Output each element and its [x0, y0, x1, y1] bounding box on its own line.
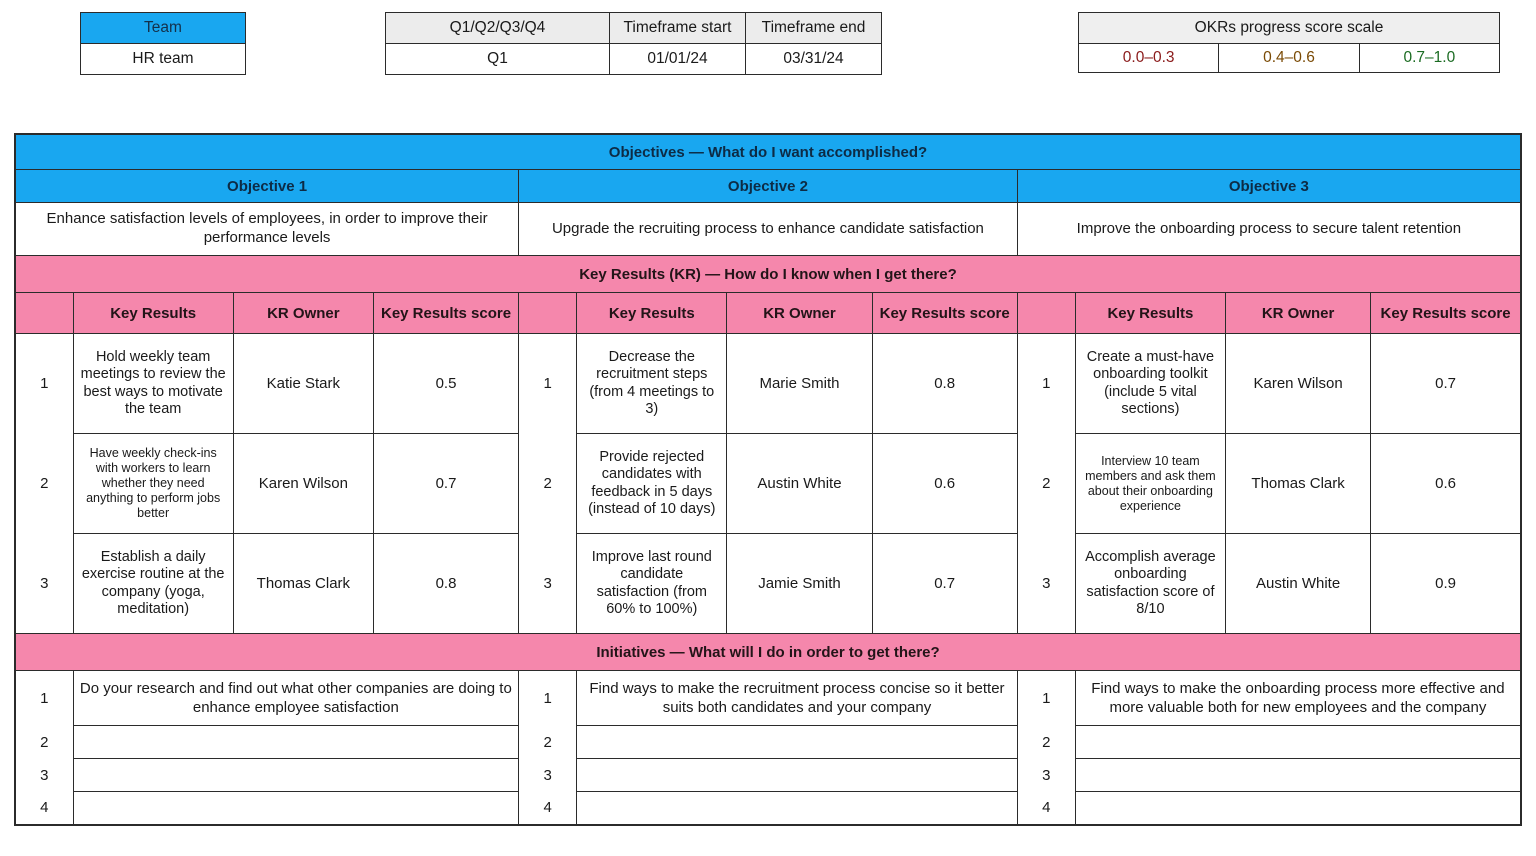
table-row — [15, 534, 1521, 634]
kr-score-o2-r2[interactable]: 0.6 — [872, 434, 1017, 534]
kr-text-o2-r3[interactable]: Improve last round candidate satisfaction (from 60% to 100%) — [577, 534, 727, 634]
okr-table — [14, 133, 1522, 826]
init-text-o1-r3[interactable] — [73, 759, 519, 792]
objective-2-description[interactable]: Upgrade the recruiting process to enhance candidate satisfaction — [519, 203, 1018, 256]
list-item — [15, 759, 1521, 792]
kr-owner-o2-r3[interactable]: Jamie Smith — [727, 534, 872, 634]
kr-index-o2-r2: 2 — [519, 434, 577, 534]
list-item — [15, 671, 1521, 726]
table-row — [15, 334, 1521, 434]
kr-index-o1-r2: 2 — [15, 434, 73, 534]
kr-score-o1-r2[interactable]: 0.7 — [373, 434, 518, 534]
score-band-high: 0.7–1.0 — [1359, 44, 1499, 73]
init-text-o3-r3[interactable] — [1075, 759, 1521, 792]
init-index-o2-r2: 2 — [519, 726, 577, 759]
kr-index-o3-r2: 2 — [1017, 434, 1075, 534]
top-summary-strip — [0, 0, 1536, 78]
timeframe-start-value[interactable]: 01/01/24 — [610, 44, 746, 75]
kr-text-o3-r3[interactable]: Accomplish average onboarding satisfaction score of 8/10 — [1075, 534, 1225, 634]
key-results-column-header-row — [15, 293, 1521, 334]
kr-owner-o3-r2[interactable]: Thomas Clark — [1226, 434, 1371, 534]
objective-description-row — [15, 203, 1521, 256]
init-text-o2-r1[interactable]: Find ways to make the recruitment process concise so it better suits both candidates and your company — [577, 671, 1018, 726]
score-scale-title: OKRs progress score scale — [1079, 13, 1500, 44]
timeframe-table — [385, 12, 882, 75]
score-scale-legend — [1078, 12, 1500, 73]
init-text-o2-r4[interactable] — [577, 792, 1018, 826]
quarter-column-header: Q1/Q2/Q3/Q4 — [386, 13, 610, 44]
init-text-o1-r2[interactable] — [73, 726, 519, 759]
timeframe-end-value[interactable]: 03/31/24 — [746, 44, 882, 75]
kr-text-o1-r3[interactable]: Establish a daily exercise routine at the company (yoga, meditation) — [73, 534, 233, 634]
list-item — [15, 726, 1521, 759]
init-index-o1-r3: 3 — [15, 759, 73, 792]
kr-text-o1-r2[interactable]: Have weekly check-ins with workers to learn whether they need anything to perform jobs better — [73, 434, 233, 534]
kr-text-o2-r2[interactable]: Provide rejected candidates with feedback in 5 days (instead of 10 days) — [577, 434, 727, 534]
kr-col-key-results-1: Key Results — [73, 293, 233, 334]
objective-2-title: Objective 2 — [519, 170, 1018, 203]
kr-score-o1-r3[interactable]: 0.8 — [373, 534, 518, 634]
init-text-o2-r3[interactable] — [577, 759, 1018, 792]
team-table-value[interactable]: HR team — [81, 44, 246, 75]
kr-score-o3-r1[interactable]: 0.7 — [1371, 334, 1521, 434]
quarter-value[interactable]: Q1 — [386, 44, 610, 75]
list-item — [15, 792, 1521, 826]
init-index-o1-r4: 4 — [15, 792, 73, 826]
key-results-banner: Key Results (KR) — How do I know when I get there? — [15, 256, 1521, 293]
kr-owner-o2-r2[interactable]: Austin White — [727, 434, 872, 534]
timeframe-start-header: Timeframe start — [610, 13, 746, 44]
init-index-o3-r3: 3 — [1017, 759, 1075, 792]
init-index-o1-r2: 2 — [15, 726, 73, 759]
init-text-o3-r2[interactable] — [1075, 726, 1521, 759]
kr-col-score-2: Key Results score — [872, 293, 1017, 334]
init-text-o2-r2[interactable] — [577, 726, 1018, 759]
kr-col-score-1: Key Results score — [373, 293, 518, 334]
okr-board — [14, 133, 1522, 826]
init-index-o3-r1: 1 — [1017, 671, 1075, 726]
objective-3-description[interactable]: Improve the onboarding process to secure talent retention — [1017, 203, 1521, 256]
kr-text-o3-r1[interactable]: Create a must-have onboarding toolkit (include 5 vital sections) — [1075, 334, 1225, 434]
kr-score-o2-r1[interactable]: 0.8 — [872, 334, 1017, 434]
score-band-low: 0.0–0.3 — [1079, 44, 1219, 73]
kr-text-o1-r1[interactable]: Hold weekly team meetings to review the best ways to motivate the team — [73, 334, 233, 434]
kr-score-o3-r3[interactable]: 0.9 — [1371, 534, 1521, 634]
kr-owner-o1-r2[interactable]: Karen Wilson — [233, 434, 373, 534]
initiatives-banner-row — [15, 634, 1521, 671]
kr-score-o2-r3[interactable]: 0.7 — [872, 534, 1017, 634]
kr-score-o3-r2[interactable]: 0.6 — [1371, 434, 1521, 534]
init-index-o3-r2: 2 — [1017, 726, 1075, 759]
table-row — [15, 434, 1521, 534]
kr-owner-o3-r3[interactable]: Austin White — [1226, 534, 1371, 634]
kr-col-owner-3: KR Owner — [1226, 293, 1371, 334]
kr-index-o3-r1: 1 — [1017, 334, 1075, 434]
kr-col-key-results-2: Key Results — [577, 293, 727, 334]
init-text-o3-r4[interactable] — [1075, 792, 1521, 826]
kr-index-o2-r1: 1 — [519, 334, 577, 434]
kr-index-o1-r1: 1 — [15, 334, 73, 434]
kr-index-header-2 — [519, 293, 577, 334]
init-text-o1-r1[interactable]: Do your research and find out what other companies are doing to enhance employee satisfaction — [73, 671, 519, 726]
timeframe-end-header: Timeframe end — [746, 13, 882, 44]
kr-col-owner-2: KR Owner — [727, 293, 872, 334]
objectives-banner-row — [15, 134, 1521, 170]
kr-col-score-3: Key Results score — [1371, 293, 1521, 334]
kr-owner-o1-r3[interactable]: Thomas Clark — [233, 534, 373, 634]
objectives-banner: Objectives — What do I want accomplished? — [15, 134, 1521, 170]
kr-owner-o1-r1[interactable]: Katie Stark — [233, 334, 373, 434]
kr-col-owner-1: KR Owner — [233, 293, 373, 334]
kr-index-header-1 — [15, 293, 73, 334]
init-index-o3-r4: 4 — [1017, 792, 1075, 826]
init-text-o3-r1[interactable]: Find ways to make the onboarding process more effective and more valuable both for new employees and the company — [1075, 671, 1521, 726]
objective-3-title: Objective 3 — [1017, 170, 1521, 203]
init-index-o2-r4: 4 — [519, 792, 577, 826]
team-table — [80, 12, 246, 75]
kr-index-o2-r3: 3 — [519, 534, 577, 634]
kr-text-o2-r1[interactable]: Decrease the recruitment steps (from 4 meetings to 3) — [577, 334, 727, 434]
initiatives-banner: Initiatives — What will I do in order to get there? — [15, 634, 1521, 671]
kr-score-o1-r1[interactable]: 0.5 — [373, 334, 518, 434]
kr-owner-o3-r1[interactable]: Karen Wilson — [1226, 334, 1371, 434]
init-text-o1-r4[interactable] — [73, 792, 519, 826]
kr-text-o3-r2[interactable]: Interview 10 team members and ask them about their onboarding experience — [1075, 434, 1225, 534]
init-index-o2-r3: 3 — [519, 759, 577, 792]
kr-owner-o2-r1[interactable]: Marie Smith — [727, 334, 872, 434]
init-index-o1-r1: 1 — [15, 671, 73, 726]
kr-col-key-results-3: Key Results — [1075, 293, 1225, 334]
kr-index-o1-r3: 3 — [15, 534, 73, 634]
score-band-mid: 0.4–0.6 — [1219, 44, 1359, 73]
objective-title-row — [15, 170, 1521, 203]
team-table-header: Team — [81, 13, 246, 44]
objective-1-title: Objective 1 — [15, 170, 519, 203]
objective-1-description[interactable]: Enhance satisfaction levels of employees, in order to improve their performance levels — [15, 203, 519, 256]
init-index-o2-r1: 1 — [519, 671, 577, 726]
kr-index-o3-r3: 3 — [1017, 534, 1075, 634]
kr-index-header-3 — [1017, 293, 1075, 334]
key-results-banner-row — [15, 256, 1521, 293]
